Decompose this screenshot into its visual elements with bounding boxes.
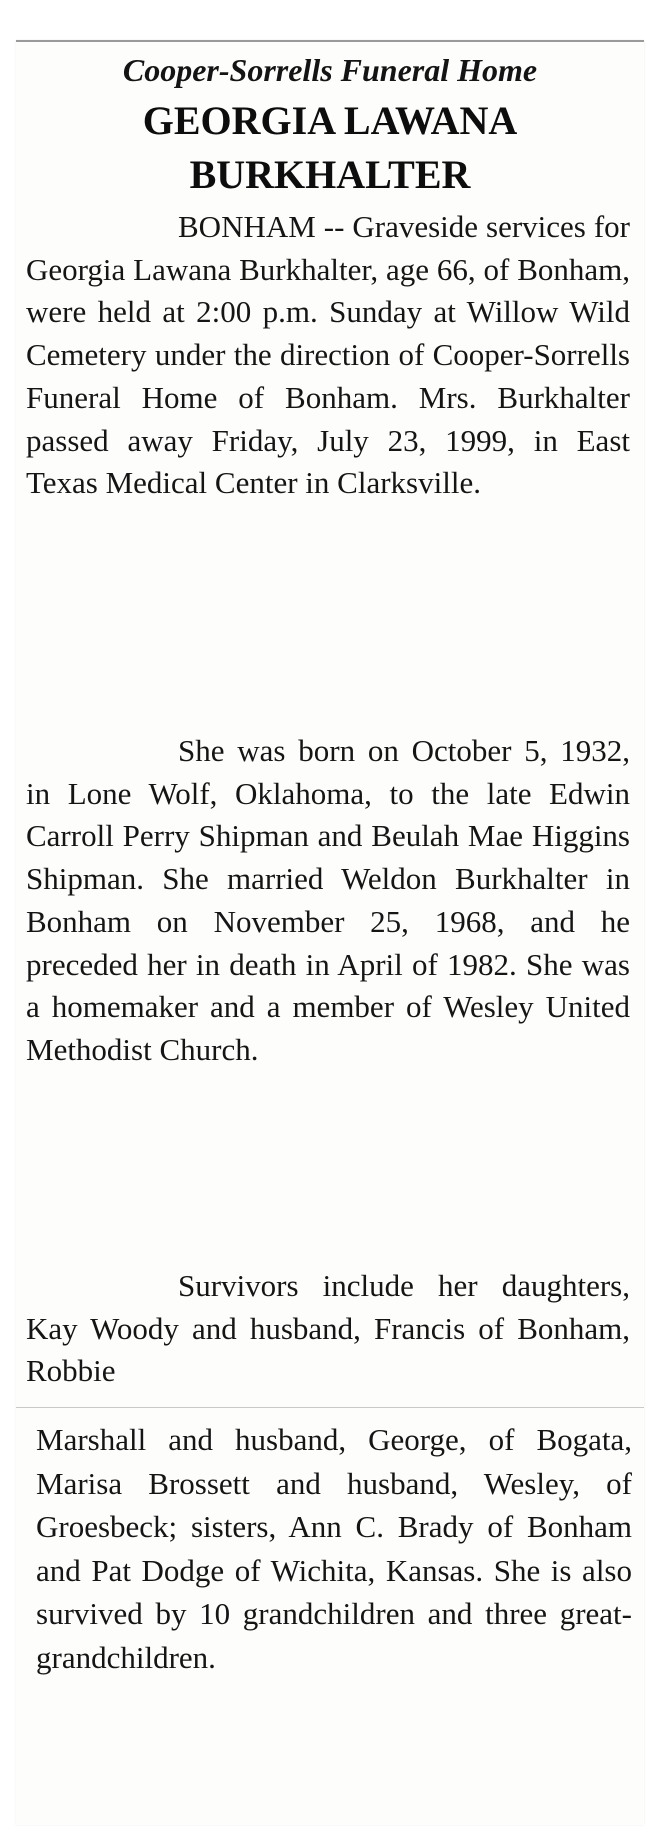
- obituary-clipping: [16, 40, 644, 1825]
- paragraph-text: She was born on October 5, 1932, in Lone Wolf, Oklahoma, to the late Edwin Carroll Perry Shipman and Beulah Mae Higgins Shipman. She married Weldon Burkhalter in Bonham on November 25, 1968, and he preceded her in death in April of 1982. She was a homemaker and a member of Wesley United Methodist Church.: [26, 733, 630, 1067]
- paragraph-services: [26, 206, 630, 505]
- name-line-1: GEORGIA LAWANA: [142, 98, 518, 143]
- clipping-upper-piece: [16, 42, 644, 1407]
- funeral-home-name: Cooper-Sorrells Funeral Home: [122, 52, 538, 88]
- paragraph-text: BONHAM -- Graveside services for Georgia Lawana Burkhalter, age 66, of Bonham, were held at 2:00 p.m. Sunday at Willow Wild Cemetery under the direction of Cooper-Sorrells Funeral Home of Bonham. Mrs. Burkhalter passed away Friday, July 23, 1999, in East Texas Medical Center in Clarksville.: [26, 209, 630, 501]
- paragraph-survivors: [26, 1265, 630, 1393]
- obituary-title: [16, 94, 644, 202]
- paragraph-text: Survivors include her daughters, Kay Woody and husband, Francis of Bonham, Robbie: [26, 1268, 630, 1389]
- paragraph-biography: [26, 730, 630, 1072]
- paragraph-survivors-continued: [36, 1418, 632, 1679]
- paragraph-text: Marshall and husband, George, of Bogata, Marisa Brossett and husband, Wesley, of Groesbeck; sisters, Ann C. Brady of Bonham and Pat Dodge of Wichita, Kansas. She is also survived by 10 grandchildren and three great-grandchildren.: [36, 1422, 632, 1675]
- clipping-lower-piece: [16, 1407, 644, 1826]
- name-line-2: BURKHALTER: [189, 152, 471, 197]
